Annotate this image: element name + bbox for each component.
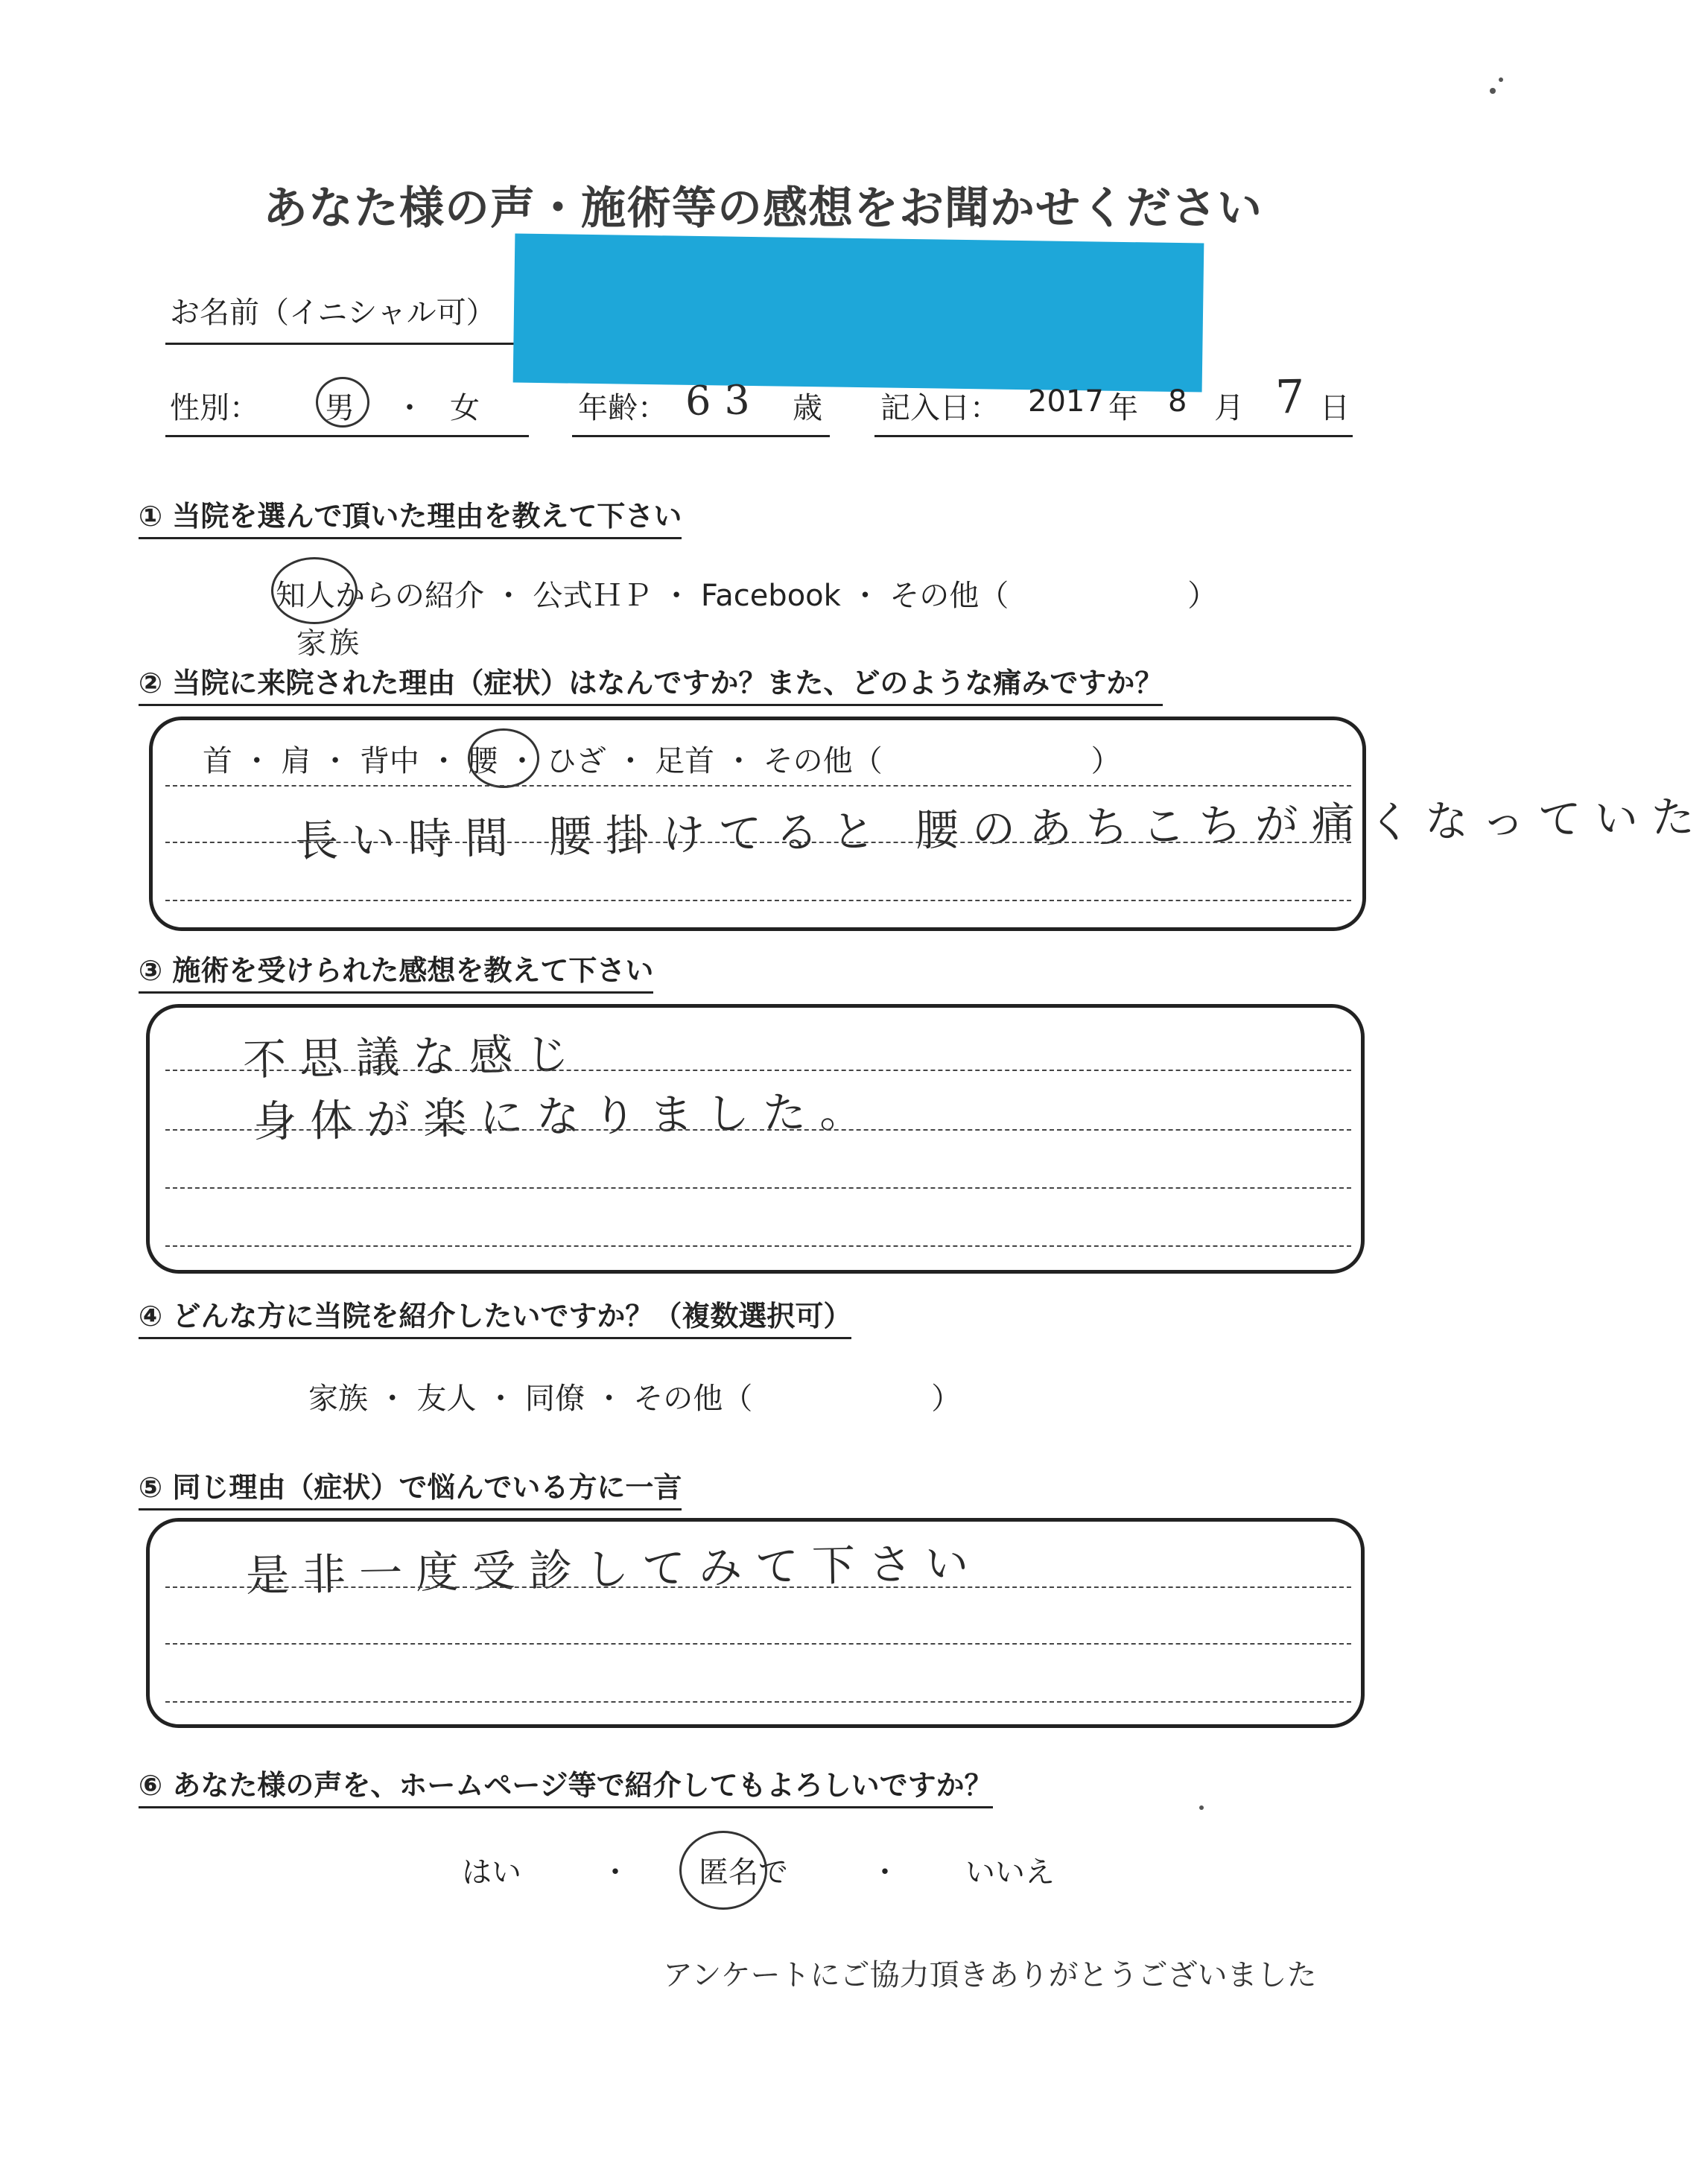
age-value: 63	[685, 376, 764, 425]
form-title: あなた様の声・施術等の感想をお聞かせください	[263, 182, 1263, 235]
q2-answer-text: 長い時間 腰掛けてると 腰のあちこちが痛くなっていた	[294, 791, 1708, 867]
q1-handwritten-note: 家族	[296, 626, 363, 661]
redaction-tape	[513, 234, 1204, 393]
q2-line-3	[165, 900, 1351, 901]
scan-speck	[1490, 88, 1496, 94]
q1-heading: ① 当院を選んで頂いた理由を教えて下さい	[139, 493, 682, 539]
date-month-unit: 月	[1214, 391, 1244, 425]
q6-selection-circle	[679, 1831, 767, 1910]
gender-male-circle	[316, 377, 369, 428]
date-month: 8	[1168, 384, 1187, 419]
scan-speck	[1499, 77, 1503, 82]
q3-answer-line-1: 不思議な感じ	[242, 1029, 583, 1085]
q1-selection-circle	[271, 557, 358, 624]
scan-speck	[1199, 1805, 1204, 1810]
date-day: 7	[1274, 369, 1319, 425]
date-year-unit: 年	[1108, 391, 1138, 425]
q6-separator-1: ・	[600, 1855, 630, 1890]
q5-line-2	[165, 1643, 1351, 1645]
q3-line-2	[165, 1129, 1351, 1131]
q3-line-4	[165, 1245, 1351, 1247]
q3-line-1	[165, 1070, 1351, 1071]
q1-options[interactable]: 知人からの紹介 ・ 公式ＨＰ ・ Facebook ・ その他（ ）	[276, 579, 1218, 613]
q6-option-yes[interactable]: はい	[462, 1855, 521, 1890]
q6-separator-2: ・	[870, 1855, 900, 1890]
age-underline	[572, 435, 830, 437]
thanks-message: アンケートにご協力頂きありがとうございました	[663, 1958, 1317, 1992]
q5-heading: ⑤ 同じ理由（症状）で悩んでいる方に一言	[139, 1464, 682, 1510]
date-underline	[874, 435, 1353, 437]
q6-option-anonymous[interactable]: 匿名で	[699, 1855, 788, 1890]
name-underline	[165, 343, 515, 345]
q2-line-1	[165, 785, 1351, 787]
q2-options[interactable]: 首 ・ 肩 ・ 背中 ・ 腰 ・ ひざ ・ 足首 ・ その他（ ）	[203, 744, 1121, 778]
q6-heading: ⑥ あなた様の声を、ホームページ等で紹介してもよろしいですか？	[139, 1762, 993, 1808]
date-day-unit: 日	[1320, 391, 1350, 425]
gender-female-option[interactable]: 女	[450, 391, 480, 425]
q5-answer-text: 是非一度受診してみて下さい	[245, 1537, 982, 1601]
q3-heading: ③ 施術を受けられた感想を教えて下さい	[139, 947, 653, 994]
gender-label: 性別：	[170, 391, 259, 425]
gender-underline	[165, 435, 529, 437]
q6-option-no[interactable]: いいえ	[965, 1855, 1055, 1890]
q2-selection-circle	[468, 728, 539, 788]
q4-options[interactable]: 家族 ・ 友人 ・ 同僚 ・ その他（ ）	[308, 1382, 962, 1416]
gender-separator: ・	[395, 391, 425, 425]
q5-line-1	[165, 1586, 1351, 1588]
age-label: 年齢：	[578, 391, 667, 425]
date-label: 記入日：	[880, 391, 1000, 425]
date-year: 2017	[1028, 384, 1104, 419]
q3-line-3	[165, 1187, 1351, 1189]
name-label: お名前（イニシャル可）	[170, 296, 496, 330]
q5-line-3	[165, 1701, 1351, 1703]
q3-answer-line-2: 身体が楽になりました。	[253, 1085, 877, 1148]
q2-line-2	[165, 842, 1351, 843]
q4-heading: ④ どんな方に当院を紹介したいですか？（複数選択可）	[139, 1293, 851, 1339]
gender-male-option[interactable]: 男	[325, 391, 355, 425]
q2-heading: ② 当院に来院された理由（症状）はなんですか？また、どのような痛みですか？	[139, 660, 1163, 706]
age-unit: 歳	[793, 391, 822, 425]
